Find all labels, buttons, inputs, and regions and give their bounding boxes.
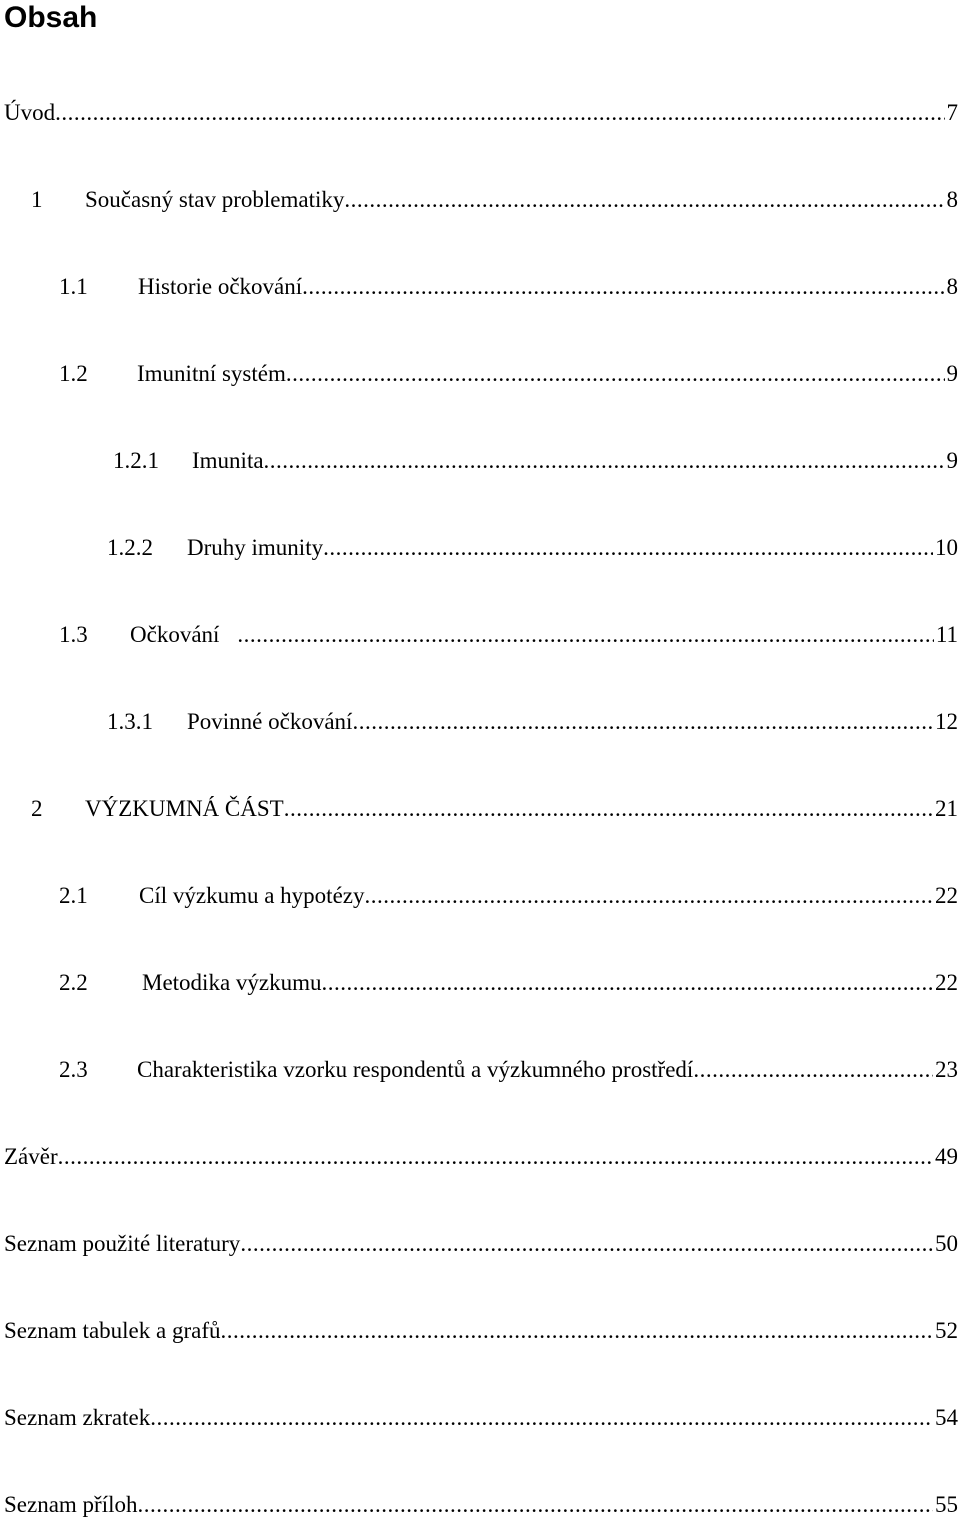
toc-page-number: 11 bbox=[935, 622, 958, 647]
toc-entry-2-1[interactable] bbox=[59, 880, 958, 912]
toc-page-number: 22 bbox=[935, 883, 958, 908]
toc-entry-number: 2.2 bbox=[59, 970, 88, 995]
toc-entry-number: 1.3 bbox=[59, 622, 88, 647]
toc-dot-leader bbox=[322, 967, 934, 999]
toc-entry-title: Očkování bbox=[130, 622, 220, 647]
toc-entry-title: VÝZKUMNÁ ČÁST bbox=[85, 796, 284, 821]
toc-entry-title: Povinné očkování bbox=[187, 709, 353, 734]
toc-entry-number: 2.3 bbox=[59, 1057, 88, 1082]
toc-entry-title: Charakteristika vzorku respondentů a výzkumného prostředí bbox=[137, 1057, 694, 1082]
toc-entry-title: Seznam použité literatury bbox=[4, 1231, 241, 1256]
toc-page-number: 49 bbox=[935, 1144, 958, 1169]
toc-page-number: 9 bbox=[946, 448, 958, 473]
toc-entry-2-2[interactable] bbox=[59, 967, 958, 999]
toc-page-number: 52 bbox=[935, 1318, 958, 1343]
toc-entry-seznam-literatury[interactable] bbox=[4, 1228, 958, 1260]
toc-dot-leader bbox=[58, 1141, 933, 1173]
toc-entry-number: 1.3.1 bbox=[107, 709, 153, 734]
toc-page-number: 8 bbox=[946, 274, 958, 299]
toc-entry-title: Metodika výzkumu bbox=[142, 970, 322, 995]
toc-page-number: 23 bbox=[935, 1057, 958, 1082]
toc-page-number: 9 bbox=[946, 361, 958, 386]
toc-entry-title: Historie očkování bbox=[138, 274, 303, 299]
toc-dot-leader bbox=[264, 445, 945, 477]
toc-entry-number: 2.1 bbox=[59, 883, 88, 908]
toc-dot-leader bbox=[150, 1402, 933, 1434]
toc-page-number: 50 bbox=[935, 1231, 958, 1256]
toc-dot-leader bbox=[302, 271, 944, 303]
toc-entry-seznam-tabulek[interactable] bbox=[4, 1315, 958, 1347]
toc-page-number: 12 bbox=[935, 709, 958, 734]
toc-entry-title: Druhy imunity bbox=[187, 535, 324, 560]
toc-entry-1-2[interactable] bbox=[59, 358, 958, 390]
toc-entry-uvod[interactable] bbox=[4, 97, 958, 129]
toc-entry-number: 1.2 bbox=[59, 361, 88, 386]
toc-dot-leader bbox=[240, 1228, 933, 1260]
toc-page-number: 21 bbox=[935, 796, 958, 821]
toc-entry-title: Seznam příloh bbox=[4, 1492, 138, 1517]
toc-entry-1-1[interactable] bbox=[59, 271, 958, 303]
toc-entry-1-3[interactable] bbox=[59, 619, 958, 651]
toc-entry-title: Úvod bbox=[4, 100, 56, 125]
page-title: Obsah bbox=[4, 1, 98, 34]
toc-page-number: 55 bbox=[935, 1492, 958, 1517]
toc-entry-title: Seznam zkratek bbox=[4, 1405, 151, 1430]
toc-entry-1-2-1[interactable] bbox=[113, 445, 958, 477]
toc-entry-title: Seznam tabulek a grafů bbox=[4, 1318, 221, 1343]
toc-entry-number: 1 bbox=[31, 187, 43, 212]
toc-dot-leader bbox=[344, 184, 944, 216]
toc-dot-leader bbox=[693, 1054, 933, 1086]
toc-dot-leader bbox=[138, 1489, 934, 1521]
toc-dot-leader bbox=[221, 1315, 934, 1347]
toc-entry-1-2-2[interactable] bbox=[107, 532, 958, 564]
toc-entry-number: 2 bbox=[31, 796, 43, 821]
toc-entry-title: Imunitní systém bbox=[137, 361, 286, 386]
toc-dot-leader bbox=[352, 706, 933, 738]
toc-entry-title: Závěr bbox=[4, 1144, 58, 1169]
toc-dot-leader bbox=[365, 880, 934, 912]
toc-dot-leader bbox=[55, 97, 944, 129]
toc-entry-2-3[interactable] bbox=[59, 1054, 958, 1086]
toc-dot-leader bbox=[286, 358, 945, 390]
toc-dot-leader bbox=[323, 532, 933, 564]
toc-entry-1-3-1[interactable] bbox=[107, 706, 958, 738]
toc-entry-2[interactable] bbox=[31, 793, 958, 825]
toc-page-number: 10 bbox=[935, 535, 958, 560]
toc-dot-leader bbox=[284, 793, 933, 825]
toc-entry-title: Současný stav problematiky bbox=[85, 187, 345, 212]
toc-entry-number: 1.2.1 bbox=[113, 448, 159, 473]
toc-page-number: 8 bbox=[946, 187, 958, 212]
toc-entry-number: 1.2.2 bbox=[107, 535, 153, 560]
toc-dot-leader bbox=[237, 619, 933, 651]
toc-entry-number: 1.1 bbox=[59, 274, 88, 299]
toc-entry-title: Imunita bbox=[192, 448, 264, 473]
toc-page-number: 7 bbox=[946, 100, 958, 125]
toc-entry-seznam-priloh[interactable] bbox=[4, 1489, 958, 1521]
toc-entry-zaver[interactable] bbox=[4, 1141, 958, 1173]
toc-page-number: 22 bbox=[935, 970, 958, 995]
toc-page-number: 54 bbox=[935, 1405, 958, 1430]
toc-entry-seznam-zkratek[interactable] bbox=[4, 1402, 958, 1434]
toc-entry-title: Cíl výzkumu a hypotézy bbox=[139, 883, 365, 908]
toc-entry-1[interactable] bbox=[31, 184, 958, 216]
